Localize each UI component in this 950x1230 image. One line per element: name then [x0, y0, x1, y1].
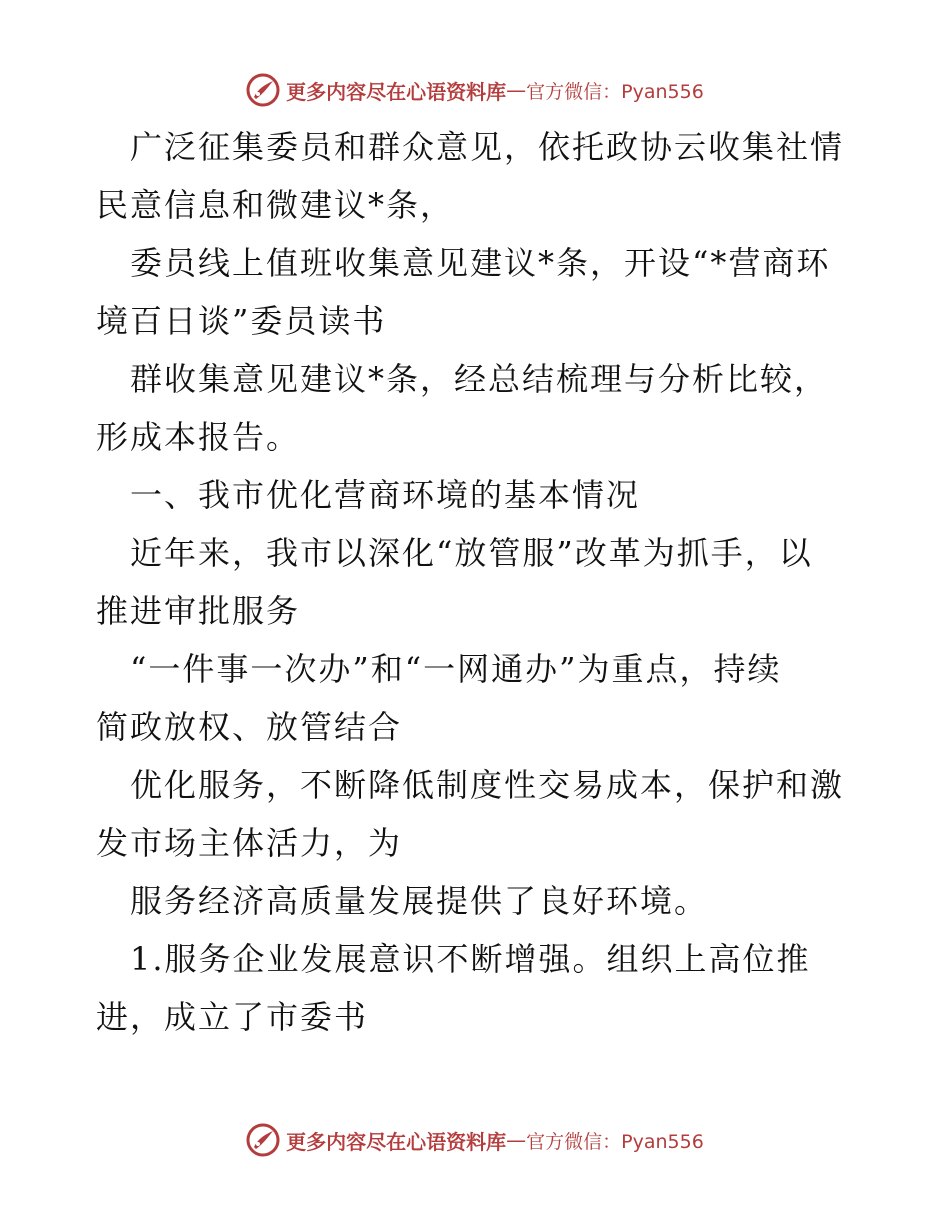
body-line: 群收集意见建议*条，经总结梳理与分析比较， — [96, 360, 829, 398]
body-line: 简政放权、放管结合 — [96, 708, 403, 746]
body-line: 民意信息和微建议*条， — [96, 186, 455, 224]
watermark-contact: 官方微信：Pyan556 — [526, 1130, 704, 1153]
watermark-contact: 官方微信：Pyan556 — [526, 80, 704, 103]
watermark-dash: — — [506, 78, 527, 102]
body-line: 境百日谈”委员读书 — [96, 302, 387, 340]
body-line: 近年来，我市以深化“放管服”改革为抓手，以 — [96, 534, 813, 572]
body-line: 优化服务，不断降低制度性交易成本，保护和激 — [96, 766, 845, 804]
section-heading: 一、我市优化营商环境的基本情况 — [96, 476, 641, 514]
watermark-dash: — — [506, 1128, 527, 1152]
document-body — [96, 118, 856, 1046]
body-line: 进，成立了市委书 — [96, 998, 369, 1036]
watermark-name: 更多内容尽在心语资料库 — [286, 79, 507, 104]
brand-logo-icon — [246, 73, 280, 107]
body-line: 形成本报告。 — [96, 418, 301, 456]
body-line: 推进审批服务 — [96, 592, 301, 630]
watermark-name: 更多内容尽在心语资料库 — [286, 1129, 507, 1154]
body-line: 委员线上值班收集意见建议*条，开设“*营商环 — [96, 244, 831, 282]
header-watermark — [0, 70, 950, 110]
body-line: 1.服务企业发展意识不断增强。组织上高位推 — [96, 940, 811, 978]
footer-watermark — [0, 1120, 950, 1160]
body-line: 服务经济高质量发展提供了良好环境。 — [96, 882, 709, 920]
body-line: 发市场主体活力，为 — [96, 824, 403, 862]
brand-logo-icon — [246, 1123, 280, 1157]
body-line: 广泛征集委员和群众意见，依托政协云收集社情 — [96, 128, 845, 166]
body-line: “一件事一次办”和“一网通办”为重点，持续 — [96, 650, 782, 688]
